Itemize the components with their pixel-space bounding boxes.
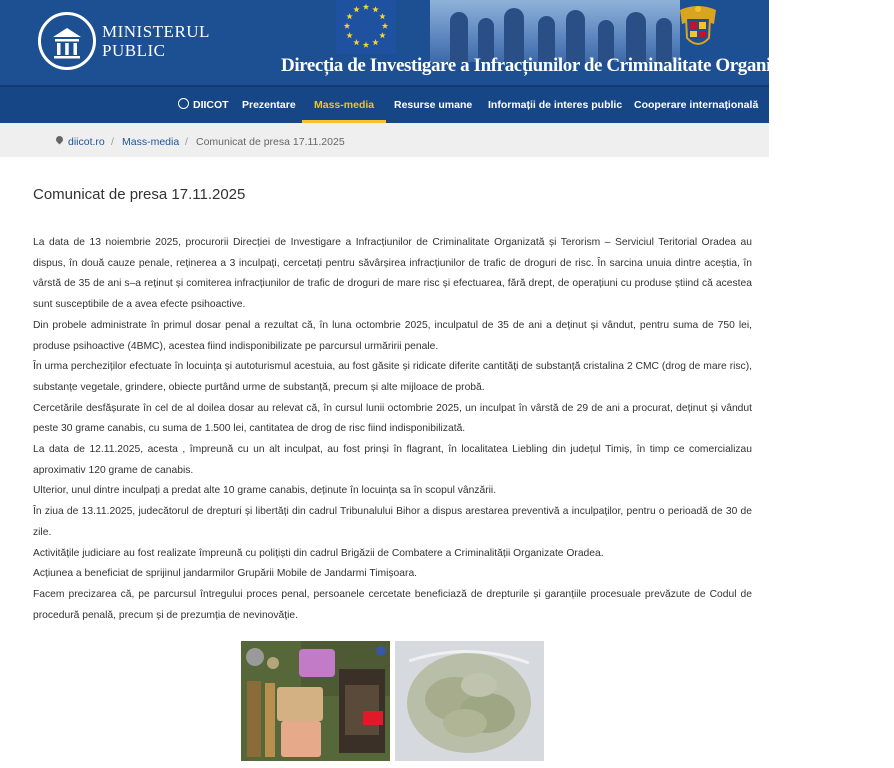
main-nav [0, 85, 769, 123]
breadcrumb-mass-media[interactable]: Mass-media [122, 136, 180, 148]
eu-star [363, 42, 369, 48]
article-paragraph: La data de 13 noiembrie 2025, procurorii Direcției de Investigare a Infracțiunilor de Criminalitate Organizată și Terorism – Serviciul Teritorial Oradea au dispus, în două cauze penale, reținerea a 3 inculpați, cercetați pentru săvârșirea infracțiunilor de trafic de droguri de risc. În sarcina unuia dintre aceștia, în vârstă de 35 de ani s–a reținut și comiterea infracțiunilor de trafic de droguri de mare risc și efectuarea, fără drept, de operațiuni cu produse știind că acestea sunt susceptibile de a avea efecte psihoactive. [33, 237, 752, 311]
article-paragraph: Din probele administrate în primul dosar penal a rezultat că, în luna octombrie 2025, inculpatul de 35 de ani a deținut și vândut, pentru suma de 750 lei, produse psihoactive (4BMC), acestea fiind indisponibilizate pe parcursul urmăririi penale. [33, 319, 752, 352]
article-paragraph: În urma percheziților efectuate în locuința și autoturismul acestuia, au fost găsite și ridicate diferite cantități de substanță cristalina 2 CMC (drog de mare risc), substanțe vegetale, grindere, obiecte purtând urme de substanță, precum și alte mijloace de probă. [33, 361, 752, 393]
breadcrumb-separator: / [185, 136, 188, 148]
evidence-photo-2[interactable] [395, 641, 544, 761]
globe-icon [178, 98, 189, 109]
eu-flag-icon [336, 0, 396, 54]
article-paragraph: La data de 12.11.2025, acesta , împreună cu un alt inculpat, au fost prinși în flagrant, în localitatea Liebling din județul Timiș, în timp ce comercializau aproximativ 120 grame de canabis. [33, 444, 752, 476]
logo-name [102, 22, 210, 60]
article-paragraph: Acțiunea a beneficiat de sprijinul jandarmilor Grupării Mobile de Jandarmi Timișoara. [33, 568, 418, 580]
eu-star [346, 32, 352, 38]
breadcrumb [0, 123, 769, 157]
article-paragraph: Cercetările desfășurate în cel de al doilea dosar au relevat că, în cursul lunii octombrie 2025, un inculpat în vârstă de 29 de ani a procurat, deținut și vândut peste 30 grame canabis, cu suma de 1.500 lei, cantitatea de drog de risc fiind indisponibilizată. [33, 402, 752, 435]
breadcrumb-home[interactable]: diicot.ro [68, 136, 105, 148]
eu-star [372, 39, 378, 45]
nav-item-cooperare-internationala[interactable]: Cooperare internațională [634, 99, 759, 111]
eu-star [363, 4, 369, 10]
breadcrumb-current: Comunicat de presa 17.11.2025 [196, 136, 345, 148]
article-paragraph: Activitățile judiciare au fost realizate împreună cu polițiști din cadrul Brigăzii de Combatere a Criminalității Organizate Oradea. [33, 547, 604, 559]
nav-brand-label: DIICOT [193, 99, 229, 111]
eu-star [379, 13, 385, 19]
breadcrumb-separator: / [111, 136, 114, 148]
romania-coat-of-arms-icon [676, 4, 720, 54]
ministerul-public-logo-icon[interactable] [38, 12, 96, 70]
nav-item-mass-media[interactable]: Mass-media [314, 87, 374, 123]
eu-star [346, 13, 352, 19]
logo-line-2: PUBLIC [102, 41, 166, 60]
nav-item-diicot[interactable] [178, 87, 229, 123]
article-body [33, 233, 752, 626]
evidence-photo-1[interactable] [241, 641, 390, 761]
location-pin-icon [55, 135, 65, 145]
article-paragraph: Ulterior, unul dintre inculpați a predat alte 10 grame canabis, deținute în locuința sa în scopul vânzării. [33, 485, 497, 497]
nav-item-resurse-umane[interactable]: Resurse umane [394, 99, 473, 111]
article-paragraph: În ziua de 13.11.2025, judecătorul de drepturi și libertăți din cadrul Tribunalului Bihor a dispus arestarea preventivă a inculpaților, pentru o perioadă de 30 de zile. [33, 506, 752, 538]
article-paragraph: Facem precizarea că, pe parcursul întregului proces penal, persoanele cercetate beneficiază de drepturile și garanțiile procesuale prevăzute de Codul de procedură penală, precum și de prezumția de nevinovăție. [33, 588, 752, 621]
eu-star [353, 39, 359, 45]
nav-item-prezentare[interactable]: Prezentare [242, 99, 296, 111]
eu-star [372, 6, 378, 12]
logo-line-1: MINISTERUL [102, 22, 210, 41]
eu-star [353, 6, 359, 12]
site-header [0, 0, 894, 85]
eu-star [379, 32, 385, 38]
nav-item-informatii-interes-public[interactable]: Informații de interes public [488, 99, 623, 111]
eu-star [382, 23, 388, 29]
header-title: Direcția de Investigare a Infracțiunilor de Criminalitate Organizată și Terorism [281, 55, 894, 76]
eu-star [344, 23, 350, 29]
header-photo [430, 0, 680, 62]
page-title: Comunicat de presa 17.11.2025 [33, 186, 246, 203]
